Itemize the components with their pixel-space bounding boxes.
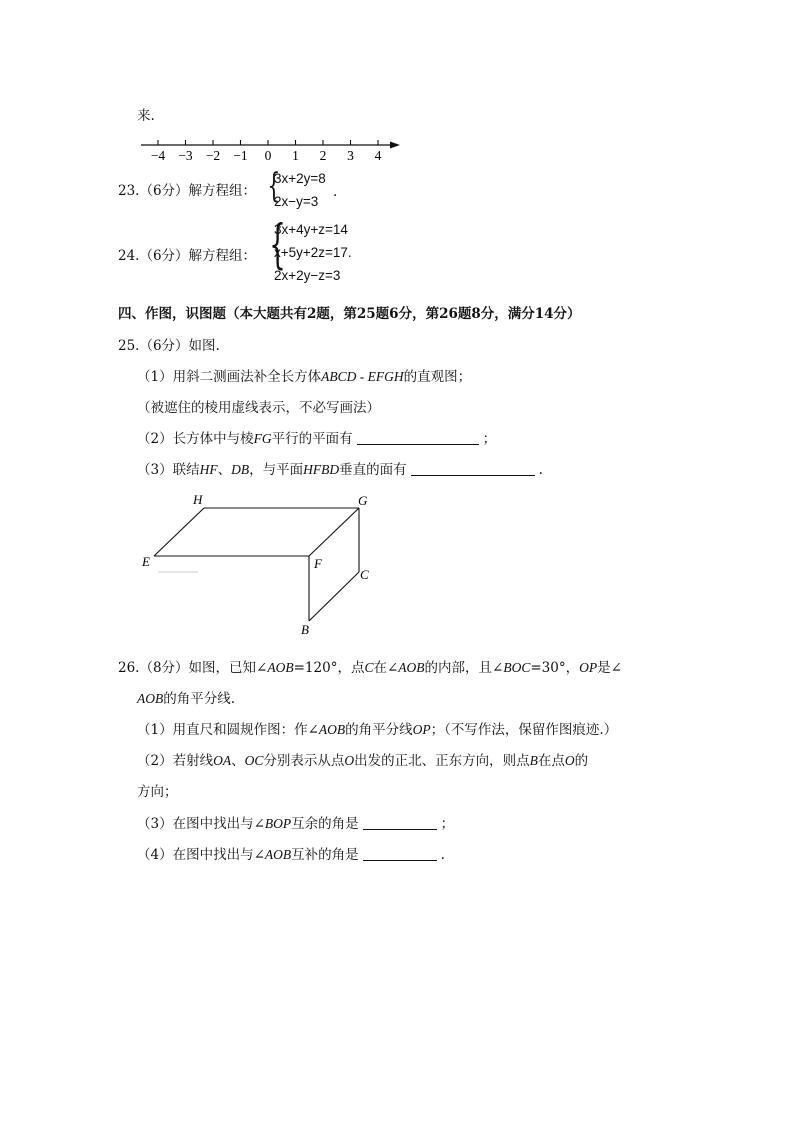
q25-part1-note: （被遮住的棱用虚线表示，不必写画法） (137, 400, 380, 416)
q23-suffix: . (333, 184, 338, 200)
label-H: H (193, 492, 203, 507)
q26-part2-line2: 方向； (137, 784, 178, 800)
answer-blank[interactable] (363, 815, 437, 830)
number-line (136, 136, 406, 166)
q24-brace: { (269, 215, 286, 275)
number-line-label: −2 (205, 148, 221, 163)
q23-prefix: 23.（6分）解方程组： (118, 183, 257, 199)
q24-prefix: 24.（6分）解方程组： (118, 248, 257, 264)
q26-heading-line2: AOB的角平分线. (137, 691, 236, 707)
cuboid-figure (130, 488, 390, 638)
q23-equations (274, 167, 326, 213)
answer-blank[interactable] (411, 461, 535, 476)
number-line-label: 0 (264, 148, 272, 163)
label-F: F (314, 556, 322, 571)
answer-blank[interactable] (357, 430, 479, 445)
label-E: E (142, 554, 150, 569)
number-line-label: −3 (178, 148, 193, 163)
section-title: 四、作图，识图题（本大题共有2题，第25题6分，第26题8分，满分14分） (118, 306, 581, 322)
q24-equations (274, 218, 352, 287)
number-line-label: −4 (150, 148, 166, 163)
answer-blank[interactable] (363, 846, 437, 861)
q23-equation-2: 2x−y=3 (274, 194, 319, 209)
q26-heading: 26.（8分）如图，已知∠AOB=120°，点C在∠AOB的内部，且∠BOC=30°，OP是∠ (118, 660, 622, 676)
q25-heading: 25.（6分）如图. (118, 338, 220, 354)
q26-part1: （1）用直尺和圆规作图：作∠AOB的角平分线OP；（不写作法，保留作图痕迹.） (137, 722, 618, 738)
number-line-label: 1 (292, 148, 299, 163)
q23-brace: { (267, 166, 281, 206)
continued-text: 来. (137, 108, 155, 124)
q26-part4: （4）在图中找出与∠AOB互补的角是 . (137, 847, 445, 863)
number-line-label: −1 (233, 148, 248, 163)
label-B: B (301, 622, 309, 637)
q26-part3: （3）在图中找出与∠BOP互余的角是 ； (137, 816, 455, 832)
q25-part2: （2）长方体中与棱FG平行的平面有 ； (137, 431, 497, 447)
label-C: C (360, 567, 369, 582)
number-line-label: 3 (347, 148, 354, 163)
q24-equation-2: x+5y+2z=17. (274, 245, 352, 260)
q26-part2: （2）若射线OA、OC分别表示从点O出发的正北、正东方向，则点B在点O的 (137, 753, 589, 769)
q25-part1: （1）用斜二测画法补全长方体ABCD - EFGH的直观图； (137, 369, 472, 385)
q24-equation-3: 2x+2y−z=3 (274, 268, 341, 283)
q24-equation-1: 3x+4y+z=14 (274, 222, 348, 237)
q25-part3: （3）联结HF、DB，与平面HFBD垂直的面有 . (137, 462, 543, 478)
number-line-label: 4 (374, 148, 382, 163)
label-G: G (358, 493, 368, 508)
number-line-label: 2 (319, 148, 327, 163)
q23-equation-1: 3x+2y=8 (274, 171, 326, 186)
